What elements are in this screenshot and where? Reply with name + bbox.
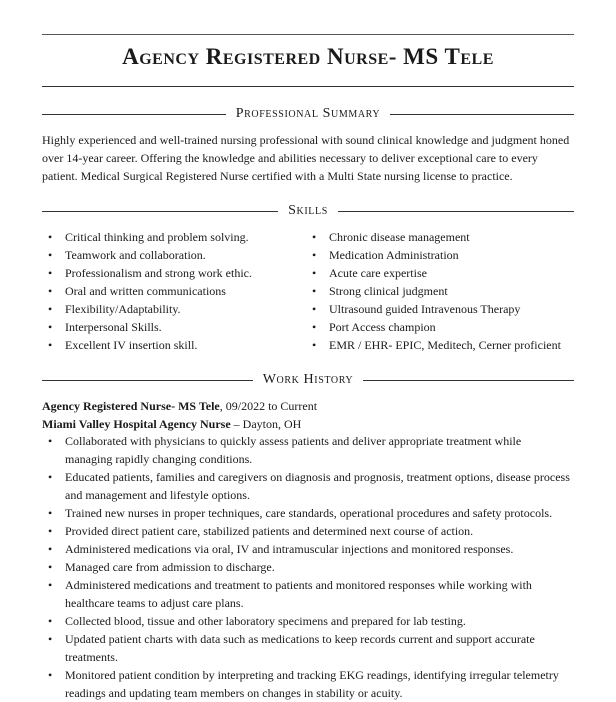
duty-item xyxy=(42,522,576,540)
employer-location: – Dayton, OH xyxy=(230,417,302,431)
job-dates: , 09/2022 to Current xyxy=(219,399,318,413)
duty-line: • Educated patients, families and caregivers on diagnosis and prognosis, treatment options, disease process xyxy=(65,470,570,484)
summary-line: Highly experienced and well-trained nursing professional with sound clinical knowledge and judgment honed xyxy=(42,133,570,147)
duty-line: • Collected blood, tissue and other laboratory specimens and prepared for lab testing. xyxy=(65,614,466,628)
skill-item: • Critical thinking and problem solving. xyxy=(42,228,252,246)
duty-line: • Administered medications and treatment to patients and monitored responses while working with xyxy=(65,578,532,592)
skill-item: • Flexibility/Adaptability. xyxy=(42,300,252,318)
resume-name-heading: Agency Registered Nurse- MS Tele xyxy=(122,44,494,69)
skill-item: • EMR / EHR- EPIC, Meditech, Cerner proficient xyxy=(306,336,561,354)
skill-item: • Teamwork and collaboration. xyxy=(42,246,252,264)
divider xyxy=(363,380,574,381)
duty-item xyxy=(42,630,576,666)
divider xyxy=(390,114,574,115)
duty-line: healthcare teams to adjust care plans. xyxy=(65,596,244,610)
job-title-line xyxy=(42,397,317,415)
duty-line: • Updated patient charts with data such as medications to keep records current and support accurate xyxy=(65,632,535,646)
divider xyxy=(42,114,226,115)
skill-item: • Medication Administration xyxy=(306,246,561,264)
duty-item xyxy=(42,666,576,702)
skill-item: • Oral and written communications xyxy=(42,282,252,300)
summary-title: Professional Summary xyxy=(235,106,381,121)
duty-item xyxy=(42,558,576,576)
summary-section-heading xyxy=(42,105,574,123)
duty-item xyxy=(42,576,576,612)
duty-item xyxy=(42,540,576,558)
job-title: Agency Registered Nurse- MS Tele xyxy=(42,399,220,413)
top-rule xyxy=(42,34,574,35)
work-history-title: Work History xyxy=(262,372,354,387)
skill-item: • Strong clinical judgment xyxy=(306,282,561,300)
skills-title: Skills xyxy=(288,203,328,218)
skills-section-heading xyxy=(42,202,574,220)
skill-item: • Chronic disease management xyxy=(306,228,561,246)
skill-item: • Excellent IV insertion skill. xyxy=(42,336,252,354)
summary-line: patient. Medical Surgical Registered Nurse certified with a Multi State nursing license to practice. xyxy=(42,169,513,183)
duty-line: • Trained new nurses in proper techniques, care standards, operational procedures and safety protocols. xyxy=(65,506,553,520)
duty-line: • Provided direct patient care, stabilized patients and determined next course of action. xyxy=(65,524,474,538)
divider xyxy=(42,380,253,381)
skill-item: • Interpersonal Skills. xyxy=(42,318,252,336)
divider xyxy=(338,211,574,212)
duty-line: • Collaborated with physicians to quickly assess patients and deliver appropriate treatment while xyxy=(65,434,522,448)
duty-line: • Monitored patient condition by interpreting and tracking EKG readings, identifying irregular telemetry xyxy=(65,668,559,682)
duty-item xyxy=(42,468,576,504)
skill-item: • Professionalism and strong work ethic. xyxy=(42,264,252,282)
skills-list-right xyxy=(306,228,561,354)
duty-line: readings and updating team members on changes in stability or acuity. xyxy=(65,686,403,700)
employer-name: Miami Valley Hospital Agency Nurse xyxy=(42,417,231,431)
skill-item: • Acute care expertise xyxy=(306,264,561,282)
duty-line: • Administered medications via oral, IV and intramuscular injections and monitored responses. xyxy=(65,542,514,556)
employer-line xyxy=(42,415,301,433)
skill-item: • Port Access champion xyxy=(306,318,561,336)
duty-item xyxy=(42,504,576,522)
skill-item: • Ultrasound guided Intravenous Therapy xyxy=(306,300,561,318)
duty-line: treatments. xyxy=(65,650,118,664)
duty-line: and management and lifestyle options. xyxy=(65,488,250,502)
name-underline xyxy=(42,86,574,87)
job-duties-list xyxy=(42,432,576,702)
summary-text xyxy=(42,131,576,185)
skills-list-left xyxy=(42,228,252,354)
duty-line: managing rapidly changing conditions. xyxy=(65,452,253,466)
summary-line: over 14-year career. Offering the knowledge and abilities necessary to deliver exceptional care to every xyxy=(42,151,538,165)
duty-line: • Managed care from admission to discharge. xyxy=(65,560,275,574)
duty-item xyxy=(42,612,576,630)
divider xyxy=(42,211,278,212)
duty-item xyxy=(42,432,576,468)
work-history-section-heading xyxy=(42,371,574,389)
